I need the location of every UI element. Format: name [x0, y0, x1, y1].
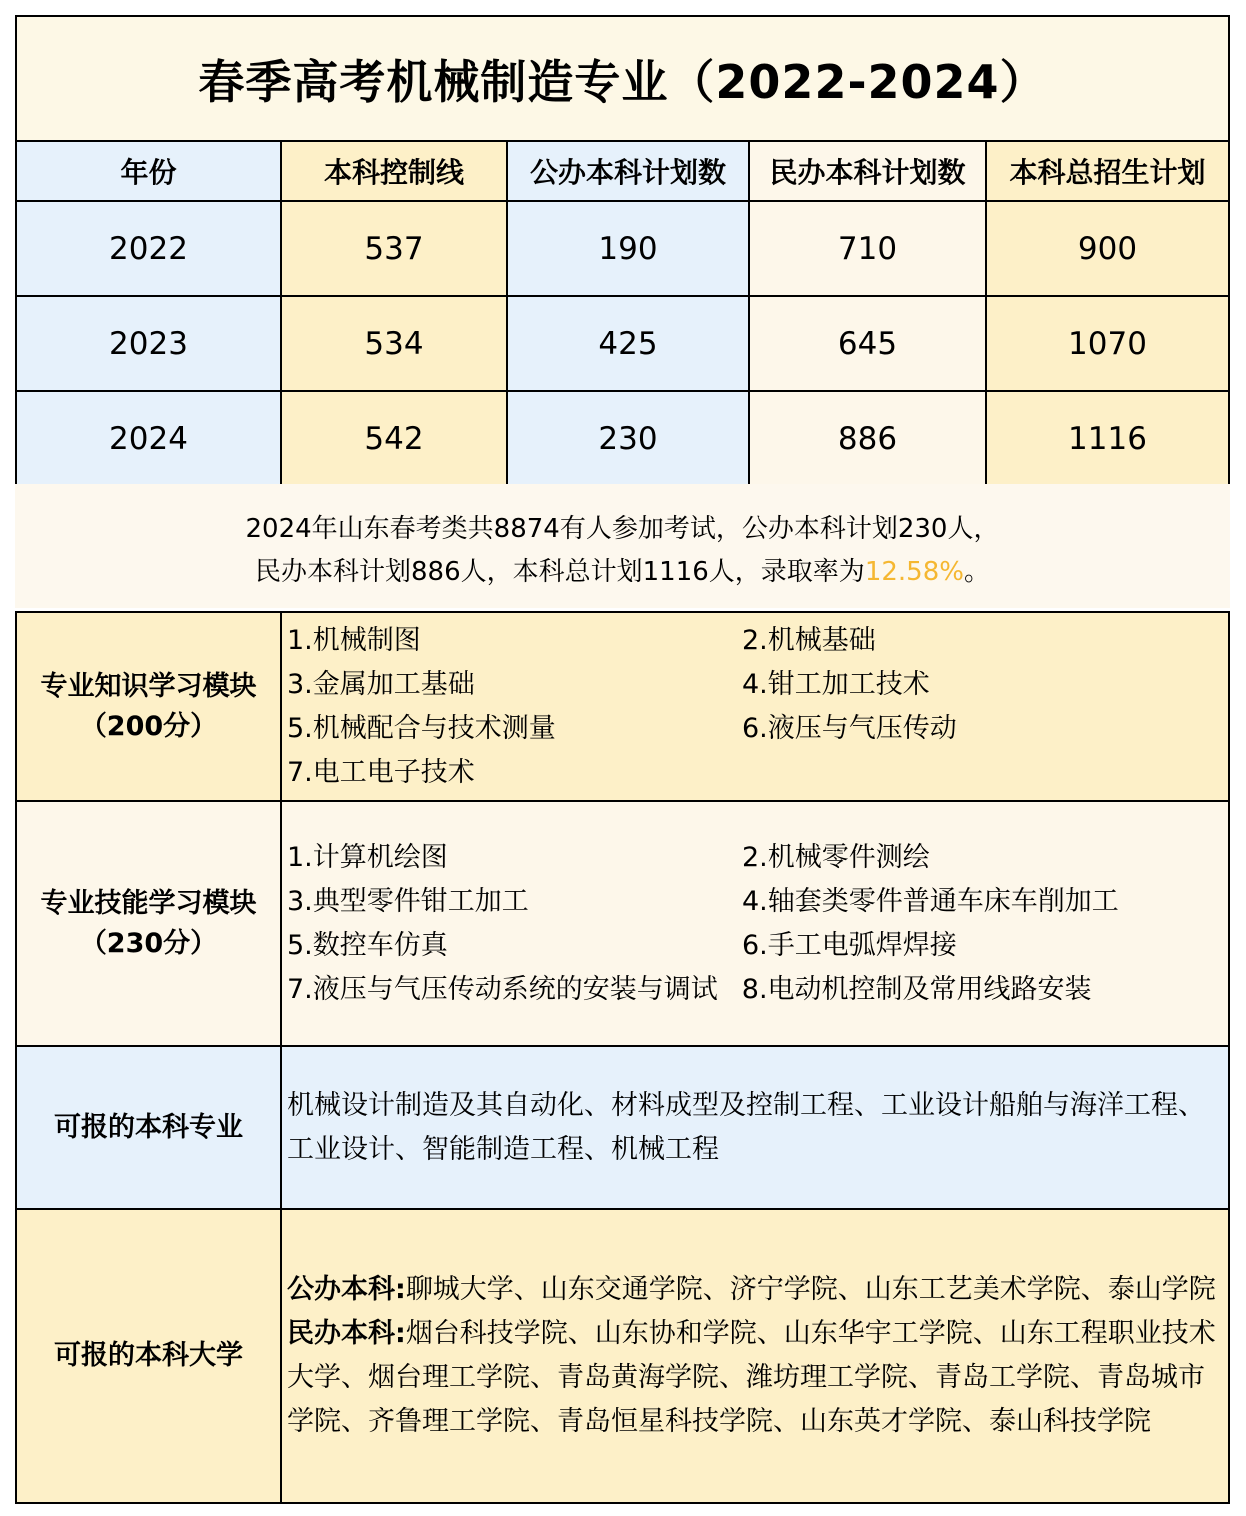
cell-total-plan: 900	[986, 201, 1229, 296]
list-item: 3.金属加工基础	[287, 668, 475, 700]
skills-module-items	[281, 801, 1229, 1046]
summary-line-2-text: 民办本科计划886人，本科总计划1116人，录取率为	[255, 557, 865, 587]
list-item: 5.机械配合与技术测量	[287, 712, 556, 744]
title-banner	[15, 15, 1230, 141]
cell-private-plan: 645	[749, 296, 986, 391]
universities-label: 可报的本科大学	[16, 1209, 281, 1503]
summary-line-2	[15, 551, 1230, 594]
skills-module-score: （230分）	[79, 927, 218, 959]
public-universities	[287, 1268, 1220, 1312]
table-header-row	[16, 141, 1229, 201]
header-control-line: 本科控制线	[281, 141, 507, 201]
list-item: 8.电动机控制及常用线路安装	[741, 973, 1092, 1005]
list-item: 2.机械基础	[742, 624, 876, 656]
cell-total-plan: 1116	[986, 391, 1229, 486]
summary-text	[15, 484, 1230, 608]
cell-private-plan: 886	[749, 391, 986, 486]
cell-public-plan: 230	[507, 391, 749, 486]
list-item: 4.轴套类零件普通车床车削加工	[742, 885, 1119, 917]
public-universities-list: 聊城大学、山东交通学院、济宁学院、山东工艺美术学院、泰山学院	[405, 1274, 1216, 1305]
header-total-plan: 本科总招生计划	[986, 141, 1229, 201]
list-item: 4.钳工加工技术	[742, 668, 930, 700]
universities-text	[281, 1209, 1229, 1503]
header-year: 年份	[16, 141, 281, 201]
cell-year: 2022	[16, 201, 281, 296]
table-row	[16, 201, 1229, 296]
cell-public-plan: 190	[507, 201, 749, 296]
program-info-table	[15, 611, 1230, 1504]
cell-control-line: 542	[281, 391, 507, 486]
list-item: 1.计算机绘图	[287, 841, 448, 873]
header-public-plan: 公办本科计划数	[507, 141, 749, 201]
knowledge-module-label	[16, 612, 281, 801]
knowledge-module-title: 专业知识学习模块	[40, 670, 257, 702]
list-item: 6.液压与气压传动	[742, 712, 957, 744]
list-item: 2.机械零件测绘	[742, 841, 930, 873]
majors-text: 机械设计制造及其自动化、材料成型及控制工程、工业设计船舶与海洋工程、工业设计、智能制造工程、机械工程	[281, 1046, 1229, 1209]
private-universities	[287, 1312, 1220, 1444]
majors-label: 可报的本科专业	[16, 1046, 281, 1209]
private-universities-list: 烟台科技学院、山东协和学院、山东华宇工学院、山东工程职业技术大学、烟台理工学院、青岛黄海学院、潍坊理工学院、青岛工学院、青岛城市学院、齐鲁理工学院、青岛恒星科技学院、山东英才学院、泰山科技学院	[287, 1318, 1216, 1437]
list-item: 6.手工电弧焊焊接	[742, 929, 957, 961]
knowledge-module-score: （200分）	[79, 710, 218, 742]
admission-stats-table	[15, 140, 1230, 487]
knowledge-module-items	[281, 612, 1229, 801]
list-item: 7.液压与气压传动系统的安装与调试	[287, 973, 718, 1005]
cell-control-line: 534	[281, 296, 507, 391]
page-title: 春季高考机械制造专业（2022-2024）	[198, 55, 1047, 109]
skills-module-label	[16, 801, 281, 1046]
summary-line-2-end: 。	[963, 557, 990, 587]
list-item: 7.电工电子技术	[287, 756, 475, 788]
private-universities-label: 民办本科:	[287, 1318, 406, 1349]
list-item: 3.典型零件钳工加工	[287, 885, 529, 917]
cell-total-plan: 1070	[986, 296, 1229, 391]
cell-year: 2023	[16, 296, 281, 391]
knowledge-module-row	[16, 612, 1229, 801]
summary-line-1: 2024年山东春考类共8874有人参加考试，公办本科计划230人，	[245, 514, 1000, 544]
header-private-plan: 民办本科计划数	[749, 141, 986, 201]
majors-row	[16, 1046, 1229, 1209]
admission-rate: 12.58%	[864, 557, 964, 587]
cell-public-plan: 425	[507, 296, 749, 391]
list-item: 1.机械制图	[287, 624, 421, 656]
table-row	[16, 296, 1229, 391]
skills-module-title: 专业技能学习模块	[40, 887, 257, 919]
public-universities-label: 公办本科:	[287, 1274, 406, 1305]
skills-module-row	[16, 801, 1229, 1046]
cell-year: 2024	[16, 391, 281, 486]
table-row	[16, 391, 1229, 486]
list-item: 5.数控车仿真	[287, 929, 448, 961]
universities-row	[16, 1209, 1229, 1503]
cell-control-line: 537	[281, 201, 507, 296]
cell-private-plan: 710	[749, 201, 986, 296]
